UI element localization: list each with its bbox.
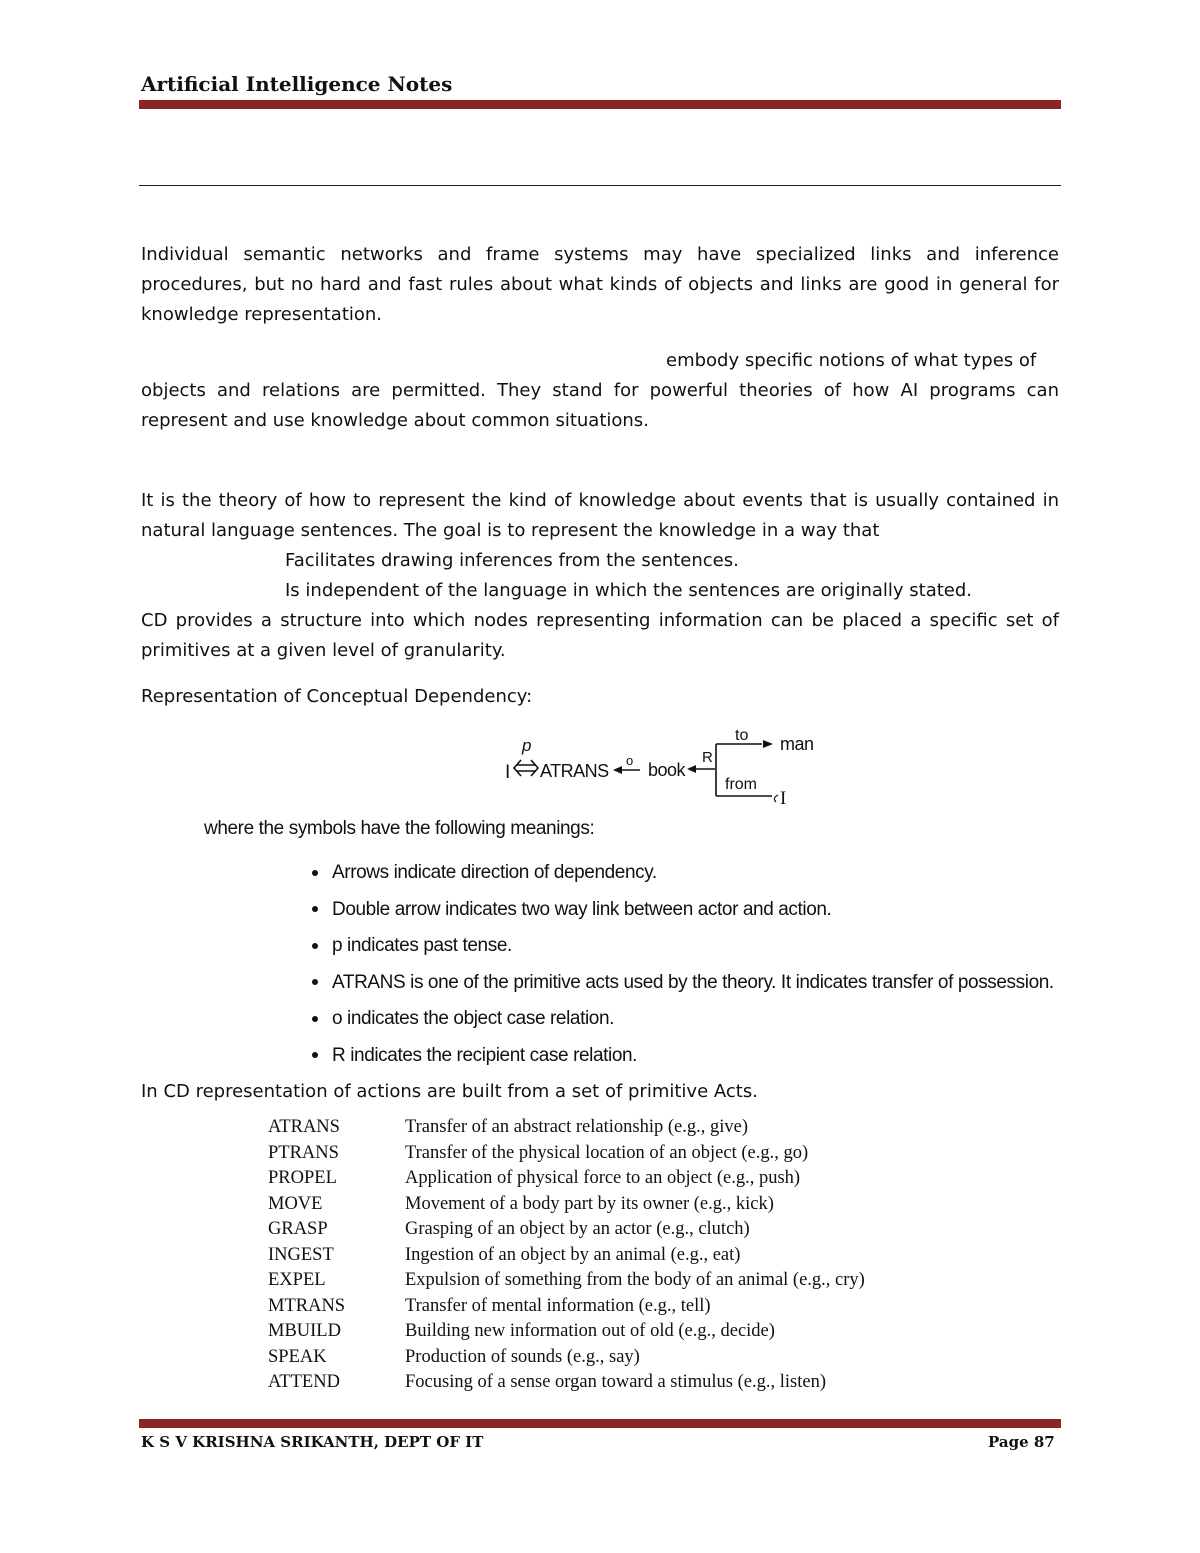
- paragraph-cd-theory: It is the theory of how to represent the kind of knowledge about events that is usually contained in natural language sentences. The goal is to represent the knowledge in a way that: [141, 490, 1059, 541]
- act-description: Focusing of a sense organ toward a stimulus (e.g., listen): [405, 1372, 826, 1393]
- act-description: Transfer of an abstract relationship (e.g., give): [405, 1117, 748, 1138]
- act-description: Application of physical force to an object (e.g., push): [405, 1168, 801, 1189]
- page-number: Page 87: [988, 1433, 1055, 1451]
- bullet-icon: [312, 1052, 318, 1058]
- table-row: [268, 1268, 865, 1294]
- act-code: GRASP: [268, 1219, 328, 1240]
- act-description: Transfer of the physical location of an object (e.g., go): [405, 1142, 809, 1163]
- act-code: INGEST: [268, 1244, 334, 1265]
- act-description: Grasping of an object by an actor (e.g., clutch): [405, 1219, 750, 1240]
- table-row: [268, 1243, 865, 1269]
- diagram-to-label: to: [735, 727, 749, 744]
- act-code: MBUILD: [268, 1321, 341, 1342]
- diagram-act: ATRANS: [540, 761, 609, 781]
- list-item: o indicates the object case relation.: [312, 1001, 1054, 1038]
- list-item: p indicates past tense.: [312, 928, 1054, 965]
- act-description: Production of sounds (e.g., say): [405, 1346, 640, 1367]
- table-row: [268, 1141, 865, 1167]
- header-title: Artificial Intelligence Notes: [141, 72, 453, 96]
- section-heading: Representation of Conceptual Dependency:: [141, 686, 533, 707]
- header-divider: [139, 185, 1061, 186]
- act-code: EXPEL: [268, 1270, 326, 1291]
- diagram-tense: p: [522, 736, 532, 755]
- diagram-recipient-label: R: [702, 749, 713, 766]
- paragraph-cd-structure: CD provides a structure into which nodes representing information can be placed a specific set of primitives at a given level of granularity.: [141, 610, 1059, 661]
- cd-diagram: [500, 718, 830, 810]
- act-code: PROPEL: [268, 1168, 337, 1189]
- paragraph-semantic-networks: Individual semantic networks and frame systems may have specialized links and inference procedures, but no hard and fast rules about what kinds of objects and links are good in general for knowledge representation.: [141, 244, 1059, 325]
- diagram-to-value: man: [780, 734, 814, 754]
- table-row: [268, 1166, 865, 1192]
- bullet-icon: [312, 1016, 318, 1022]
- diagram-object: book: [648, 760, 686, 780]
- diagram-from-label: from: [725, 776, 757, 793]
- paragraph-scripts: objects and relations are permitted. They stand for powerful theories of how AI programs can represent and use knowledge about common situations.: [141, 380, 1059, 431]
- act-description: Building new information out of old (e.g., decide): [405, 1321, 775, 1342]
- act-code: ATTEND: [268, 1372, 340, 1393]
- table-row: [268, 1294, 865, 1320]
- act-description: Transfer of mental information (e.g., tell): [405, 1295, 711, 1316]
- header-rule: [139, 100, 1061, 109]
- recipient-arrow-icon: [687, 765, 715, 773]
- list-item: Arrows indicate direction of dependency.: [312, 855, 1054, 892]
- act-description: Ingestion of an object by an animal (e.g., eat): [405, 1244, 741, 1265]
- table-row: [268, 1192, 865, 1218]
- diagram-actor: I: [505, 762, 511, 783]
- symbols-list: [312, 855, 1054, 1074]
- act-code: ATRANS: [268, 1117, 340, 1138]
- act-code: SPEAK: [268, 1346, 327, 1367]
- act-code: PTRANS: [268, 1142, 339, 1163]
- from-arrow-icon: [774, 795, 778, 802]
- goal-item: Is independent of the language in which the sentences are originally stated.: [285, 580, 973, 601]
- table-row: [268, 1319, 865, 1345]
- footer-rule: [139, 1419, 1061, 1428]
- act-description: Movement of a body part by its owner (e.g., kick): [405, 1193, 774, 1214]
- diagram-from-value: I: [780, 788, 787, 809]
- footer-author: K S V KRISHNA SRIKANTH, DEPT OF IT: [141, 1433, 484, 1451]
- table-row: [268, 1115, 865, 1141]
- double-arrow-icon: [514, 760, 538, 776]
- acts-intro: In CD representation of actions are built from a set of primitive Acts.: [141, 1081, 758, 1102]
- paragraph-scripts-first-line: embody specific notions of what types of: [666, 350, 1037, 371]
- bullet-icon: [312, 906, 318, 912]
- bullet-icon: [312, 943, 318, 949]
- list-item: R indicates the recipient case relation.: [312, 1038, 1054, 1075]
- act-code: MTRANS: [268, 1295, 346, 1316]
- list-item: Double arrow indicates two way link between actor and action.: [312, 892, 1054, 929]
- goal-item: Facilitates drawing inferences from the sentences.: [285, 550, 739, 571]
- bullet-icon: [312, 979, 318, 985]
- act-description: Expulsion of something from the body of an animal (e.g., cry): [405, 1270, 865, 1291]
- symbols-intro: where the symbols have the following meanings:: [204, 818, 595, 839]
- primitive-acts-table: [268, 1115, 865, 1396]
- to-arrow-icon: [763, 740, 773, 748]
- table-row: [268, 1370, 865, 1396]
- diagram-object-label: o: [626, 753, 634, 768]
- act-code: MOVE: [268, 1193, 323, 1214]
- table-row: [268, 1345, 865, 1371]
- list-item: ATRANS is one of the primitive acts used by the theory. It indicates transfer of possession.: [312, 965, 1054, 1002]
- table-row: [268, 1217, 865, 1243]
- bullet-icon: [312, 870, 318, 876]
